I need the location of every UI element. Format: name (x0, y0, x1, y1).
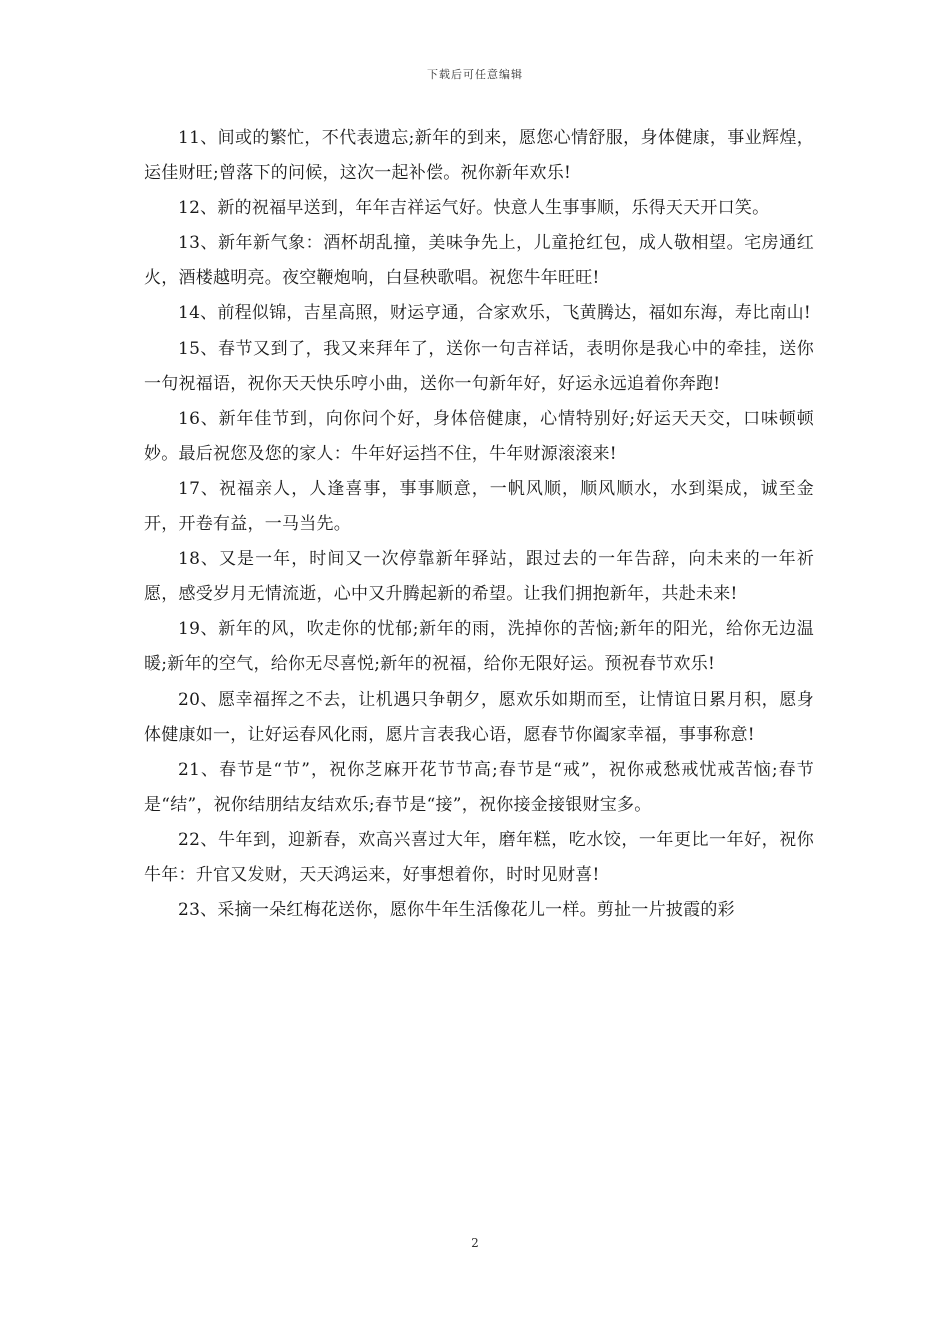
page-header-note: 下载后可任意编辑 (427, 68, 523, 81)
paragraph-20: 20、愿幸福挥之不去，让机遇只争朝夕，愿欢乐如期而至，让情谊日累月积，愿身体健康如一，让好运春风化雨，愿片言表我心语，愿春节你阖家幸福，事事称意! (144, 689, 814, 745)
paragraph-17: 17、祝福亲人，人逢喜事，事事顺意，一帆风顺，顺风顺水，水到渠成，诚至金开，开卷有益，一马当先。 (144, 478, 814, 535)
page-number: 2 (471, 1236, 479, 1250)
paragraph-19: 19、新年的风，吹走你的忧郁;新年的雨，洗掉你的苦恼;新年的阳光，给你无边温暖;新年的空气，给你无尽喜悦;新年的祝福，给你无限好运。预祝春节欢乐! (144, 619, 814, 675)
paragraph-15: 15、春节又到了，我又来拜年了，送你一句吉祥话，表明你是我心中的牵挂，送你一句祝福语，祝你天天快乐哼小曲，送你一句新年好，好运永远追着你奔跑! (144, 338, 814, 394)
paragraph-12: 12、新的祝福早送到，年年吉祥运气好。快意人生事事顺，乐得天天开口笑。 (178, 198, 770, 219)
paragraph-11: 11、间或的繁忙，不代表遗忘;新年的到来，愿您心情舒服，身体健康，事业辉煌，运佳财旺;曾落下的问候，这次一起补偿。祝你新年欢乐! (144, 128, 814, 184)
paragraph-18: 18、又是一年，时间又一次停靠新年驿站，跟过去的一年告辞，向未来的一年祈愿，感受岁月无情流逝，心中又升腾起新的希望。让我们拥抱新年，共赴未来! (144, 549, 814, 605)
document-body (144, 121, 814, 928)
paragraph-14: 14、前程似锦，吉星高照，财运亨通，合家欢乐，飞黄腾达，福如东海，寿比南山! (178, 303, 811, 324)
paragraph-16: 16、新年佳节到，向你问个好，身体倍健康，心情特别好;好运天天交，口味顿顿妙。最后祝您及您的家人：牛年好运挡不住，牛年财源滚滚来! (144, 408, 814, 464)
paragraph-21: 21、春节是“节”，祝你芝麻开花节节高;春节是“戒”，祝你戒愁戒忧戒苦恼;春节是“结”，祝你结朋结友结欢乐;春节是“接”，祝你接金接银财宝多。 (144, 759, 814, 815)
paragraph-23: 23、采摘一朵红梅花送你，愿你牛年生活像花儿一样。剪扯一片披霞的彩 (178, 900, 735, 921)
paragraph-13: 13、新年新气象：酒杯胡乱撞，美味争先上，儿童抢红包，成人敬相望。宅房通红火，酒楼越明亮。夜空鞭炮响，白昼秧歌唱。祝您牛年旺旺! (144, 233, 814, 289)
paragraph-22: 22、牛年到，迎新春，欢高兴喜过大年，磨年糕，吃水饺，一年更比一年好，祝你牛年：升官又发财，天天鸿运来，好事想着你，时时见财喜! (144, 829, 814, 885)
